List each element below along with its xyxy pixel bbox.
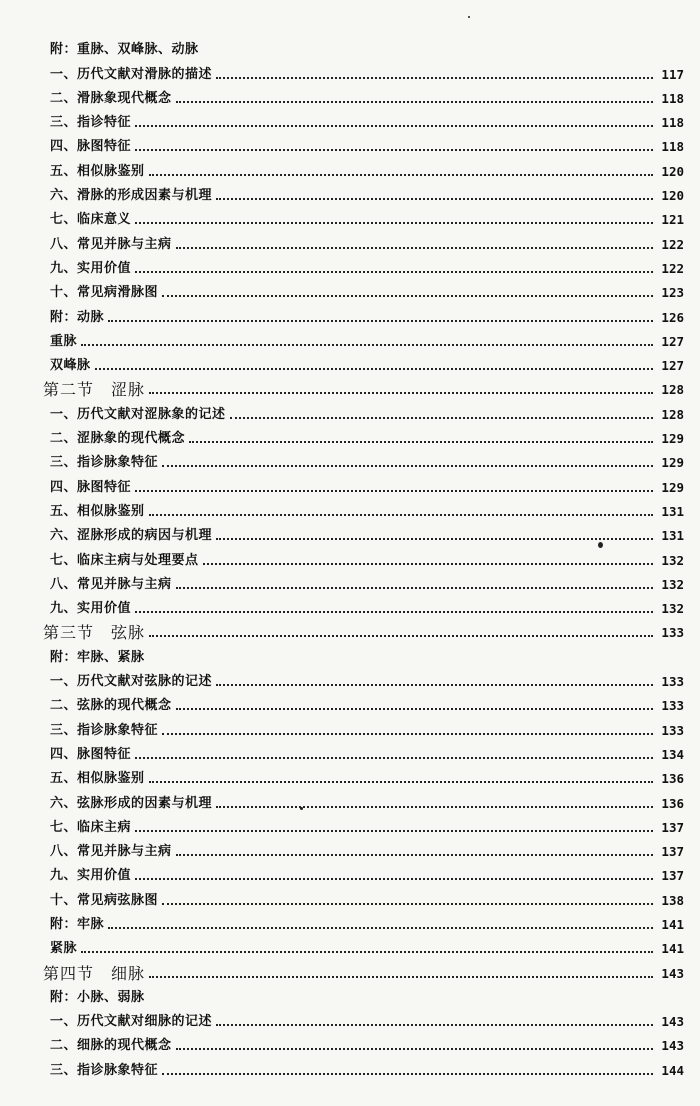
toc-page-number: 137 bbox=[661, 819, 684, 835]
toc-entry-title: 九、实用价值 bbox=[50, 601, 132, 617]
dot-leader bbox=[135, 125, 653, 127]
dot-leader bbox=[135, 490, 653, 492]
toc-entry bbox=[0, 180, 700, 204]
toc-entry-title: 九、实用价值 bbox=[50, 260, 132, 276]
dot-leader bbox=[162, 903, 653, 905]
toc-entry bbox=[0, 253, 700, 277]
toc-entry-title: 六、涩脉形成的病因与机理 bbox=[50, 528, 213, 544]
ink-speck bbox=[300, 807, 303, 810]
dot-leader bbox=[176, 247, 653, 249]
toc-entry-title: 十、常见病滑脉图 bbox=[50, 285, 159, 301]
dot-leader bbox=[108, 320, 653, 322]
toc-page-number: 133 bbox=[661, 674, 684, 690]
toc-page-number: 143 bbox=[661, 965, 684, 981]
toc-entry-title: 七、临床主病与处理要点 bbox=[50, 552, 199, 568]
toc-entry-title: 五、相似脉鉴别 bbox=[50, 503, 145, 519]
toc-entry-title: 四、脉图特征 bbox=[50, 746, 132, 762]
dot-leader bbox=[203, 563, 653, 565]
toc-entry-title: 紧脉 bbox=[50, 941, 78, 957]
dot-leader bbox=[216, 77, 653, 79]
toc-entry bbox=[0, 787, 700, 811]
dot-leader bbox=[149, 781, 653, 783]
toc-entry bbox=[0, 277, 700, 301]
dot-leader bbox=[149, 392, 653, 394]
toc-page-number: 118 bbox=[661, 115, 684, 131]
dot-leader bbox=[216, 1024, 653, 1026]
toc-entry-title: 六、滑脉的形成因素与机理 bbox=[50, 188, 213, 204]
toc-entry bbox=[0, 131, 700, 155]
dot-leader bbox=[162, 1073, 653, 1075]
toc-page-number: 132 bbox=[661, 601, 684, 617]
toc-page-number: 134 bbox=[661, 746, 684, 762]
toc-page-number: 137 bbox=[661, 844, 684, 860]
dot-leader bbox=[135, 149, 653, 151]
dot-leader bbox=[162, 465, 653, 467]
toc-entry-title: 附：动脉 bbox=[50, 309, 105, 325]
dot-leader bbox=[95, 368, 653, 370]
toc-entry-title: 四、脉图特征 bbox=[50, 479, 132, 495]
toc-page-number: 127 bbox=[661, 358, 684, 374]
toc-appendix-note bbox=[0, 34, 700, 58]
toc-entry-title: 八、常见并脉与主病 bbox=[50, 236, 172, 252]
toc-entry-title: 附：牢脉 bbox=[50, 916, 105, 932]
dot-leader bbox=[216, 538, 653, 540]
toc-page-number: 118 bbox=[661, 90, 684, 106]
toc-entry-title: 七、临床意义 bbox=[50, 212, 132, 228]
toc-entry-title: 八、常见并脉与主病 bbox=[50, 576, 172, 592]
toc-entry-title: 一、历代文献对滑脉的描述 bbox=[50, 66, 213, 82]
toc-page-number: 118 bbox=[661, 139, 684, 155]
toc-entry-title: 十、常见病弦脉图 bbox=[50, 892, 159, 908]
toc-entry bbox=[0, 1006, 700, 1030]
toc-entry bbox=[0, 739, 700, 763]
dot-leader bbox=[135, 878, 653, 880]
toc-entry bbox=[0, 666, 700, 690]
toc-entry bbox=[0, 1030, 700, 1054]
toc-entry bbox=[0, 301, 700, 325]
toc-page-number: 129 bbox=[661, 431, 684, 447]
dot-leader bbox=[176, 587, 653, 589]
toc-entry bbox=[0, 690, 700, 714]
toc-entry-title: 附：重脉、双峰脉、动脉 bbox=[50, 42, 199, 58]
toc-page-number: 129 bbox=[661, 455, 684, 471]
toc-entry bbox=[0, 1054, 700, 1078]
dot-leader bbox=[149, 514, 653, 516]
toc-entry bbox=[0, 860, 700, 884]
toc-entry bbox=[0, 763, 700, 787]
toc-entry-title: 第三节 弦脉 bbox=[43, 623, 146, 643]
dot-leader bbox=[135, 271, 653, 273]
toc-entry-title: 一、历代文献对弦脉的记述 bbox=[50, 674, 213, 690]
dot-leader bbox=[81, 344, 653, 346]
toc-page-number: 132 bbox=[661, 552, 684, 568]
dot-leader bbox=[135, 757, 653, 759]
toc-entry bbox=[0, 398, 700, 422]
dot-leader bbox=[162, 295, 653, 297]
toc-entry bbox=[0, 714, 700, 738]
toc-entry bbox=[0, 544, 700, 568]
ink-speck bbox=[468, 16, 470, 18]
toc-page-number: 120 bbox=[661, 188, 684, 204]
toc-page-number: 136 bbox=[661, 771, 684, 787]
toc-appendix-note bbox=[0, 982, 700, 1006]
toc-entry bbox=[0, 447, 700, 471]
toc-entry bbox=[0, 520, 700, 544]
toc-page-number: 120 bbox=[661, 163, 684, 179]
toc-page-number: 128 bbox=[661, 382, 684, 398]
toc-entry bbox=[0, 569, 700, 593]
toc-entry-title: 三、指诊特征 bbox=[50, 115, 132, 131]
dot-leader bbox=[176, 101, 653, 103]
dot-leader bbox=[149, 976, 653, 978]
toc-entry-title: 第二节 涩脉 bbox=[43, 380, 146, 400]
dot-leader bbox=[135, 830, 653, 832]
dot-leader bbox=[230, 417, 653, 419]
toc-page-number: 129 bbox=[661, 479, 684, 495]
dot-leader bbox=[216, 198, 653, 200]
toc-entry bbox=[0, 884, 700, 908]
toc-entry-title: 八、常见并脉与主病 bbox=[50, 844, 172, 860]
toc-page-number: 133 bbox=[661, 722, 684, 738]
toc-page-number: 122 bbox=[661, 260, 684, 276]
toc-entry-title: 七、临床主病 bbox=[50, 819, 132, 835]
toc-entry bbox=[0, 204, 700, 228]
dot-leader bbox=[176, 854, 653, 856]
toc-entry bbox=[0, 83, 700, 107]
toc-entry bbox=[0, 228, 700, 252]
toc-entry bbox=[0, 812, 700, 836]
toc-entry-title: 二、涩脉象的现代概念 bbox=[50, 431, 186, 447]
dot-leader bbox=[176, 708, 653, 710]
toc-entry bbox=[0, 423, 700, 447]
toc-section-heading bbox=[0, 957, 700, 981]
toc-entry bbox=[0, 933, 700, 957]
dot-leader bbox=[216, 806, 653, 808]
toc-page-number: 133 bbox=[661, 698, 684, 714]
toc-page-number: 136 bbox=[661, 795, 684, 811]
toc-page-number: 141 bbox=[661, 941, 684, 957]
toc-section-heading bbox=[0, 374, 700, 398]
toc-page-number: 138 bbox=[661, 892, 684, 908]
toc-page-number: 144 bbox=[661, 1062, 684, 1078]
toc-entry-title: 一、历代文献对涩脉象的记述 bbox=[50, 406, 226, 422]
table-of-contents bbox=[0, 34, 700, 1079]
toc-entry bbox=[0, 593, 700, 617]
toc-entry-title: 三、指诊脉象特征 bbox=[50, 1062, 159, 1078]
toc-page-number: 131 bbox=[661, 528, 684, 544]
toc-page-number: 131 bbox=[661, 503, 684, 519]
toc-entry-title: 二、细脉的现代概念 bbox=[50, 1038, 172, 1054]
toc-entry bbox=[0, 909, 700, 933]
toc-page-number: 128 bbox=[661, 406, 684, 422]
toc-entry-title: 附：小脉、弱脉 bbox=[50, 989, 145, 1005]
dot-leader bbox=[135, 611, 653, 613]
toc-entry bbox=[0, 155, 700, 179]
toc-entry bbox=[0, 58, 700, 82]
toc-entry bbox=[0, 350, 700, 374]
toc-page-number: 126 bbox=[661, 309, 684, 325]
toc-page-number: 123 bbox=[661, 285, 684, 301]
dot-leader bbox=[216, 684, 653, 686]
toc-page-number: 141 bbox=[661, 916, 684, 932]
toc-entry-title: 三、指诊脉象特征 bbox=[50, 455, 159, 471]
dot-leader bbox=[81, 951, 653, 953]
dot-leader bbox=[149, 174, 653, 176]
toc-entry-title: 九、实用价值 bbox=[50, 868, 132, 884]
toc-page-number: 127 bbox=[661, 333, 684, 349]
toc-entry-title: 双峰脉 bbox=[50, 358, 91, 374]
dot-leader bbox=[162, 733, 653, 735]
toc-page-number: 132 bbox=[661, 576, 684, 592]
toc-entry bbox=[0, 471, 700, 495]
toc-page-number: 117 bbox=[661, 66, 684, 82]
toc-page-number: 143 bbox=[661, 1014, 684, 1030]
toc-entry-title: 一、历代文献对细脉的记述 bbox=[50, 1014, 213, 1030]
toc-entry-title: 二、弦脉的现代概念 bbox=[50, 698, 172, 714]
toc-section-heading bbox=[0, 617, 700, 641]
toc-entry bbox=[0, 107, 700, 131]
toc-entry-title: 附：牢脉、紧脉 bbox=[50, 649, 145, 665]
toc-entry bbox=[0, 326, 700, 350]
toc-entry-title: 六、弦脉形成的因素与机理 bbox=[50, 795, 213, 811]
toc-entry-title: 三、指诊脉象特征 bbox=[50, 722, 159, 738]
toc-entry bbox=[0, 496, 700, 520]
toc-entry-title: 二、滑脉象现代概念 bbox=[50, 90, 172, 106]
ink-speck bbox=[598, 542, 603, 548]
toc-page-number: 121 bbox=[661, 212, 684, 228]
toc-appendix-note bbox=[0, 641, 700, 665]
dot-leader bbox=[149, 635, 653, 637]
toc-entry-title: 五、相似脉鉴别 bbox=[50, 163, 145, 179]
dot-leader bbox=[135, 222, 653, 224]
dot-leader bbox=[176, 1048, 653, 1050]
toc-entry-title: 五、相似脉鉴别 bbox=[50, 771, 145, 787]
toc-entry-title: 重脉 bbox=[50, 333, 78, 349]
dot-leader bbox=[108, 927, 653, 929]
toc-page-number: 143 bbox=[661, 1038, 684, 1054]
toc-entry-title: 四、脉图特征 bbox=[50, 139, 132, 155]
toc-page-number: 133 bbox=[661, 625, 684, 641]
toc-page-number: 122 bbox=[661, 236, 684, 252]
toc-entry-title: 第四节 细脉 bbox=[43, 963, 146, 983]
dot-leader bbox=[189, 441, 653, 443]
toc-entry bbox=[0, 836, 700, 860]
toc-page-number: 137 bbox=[661, 868, 684, 884]
